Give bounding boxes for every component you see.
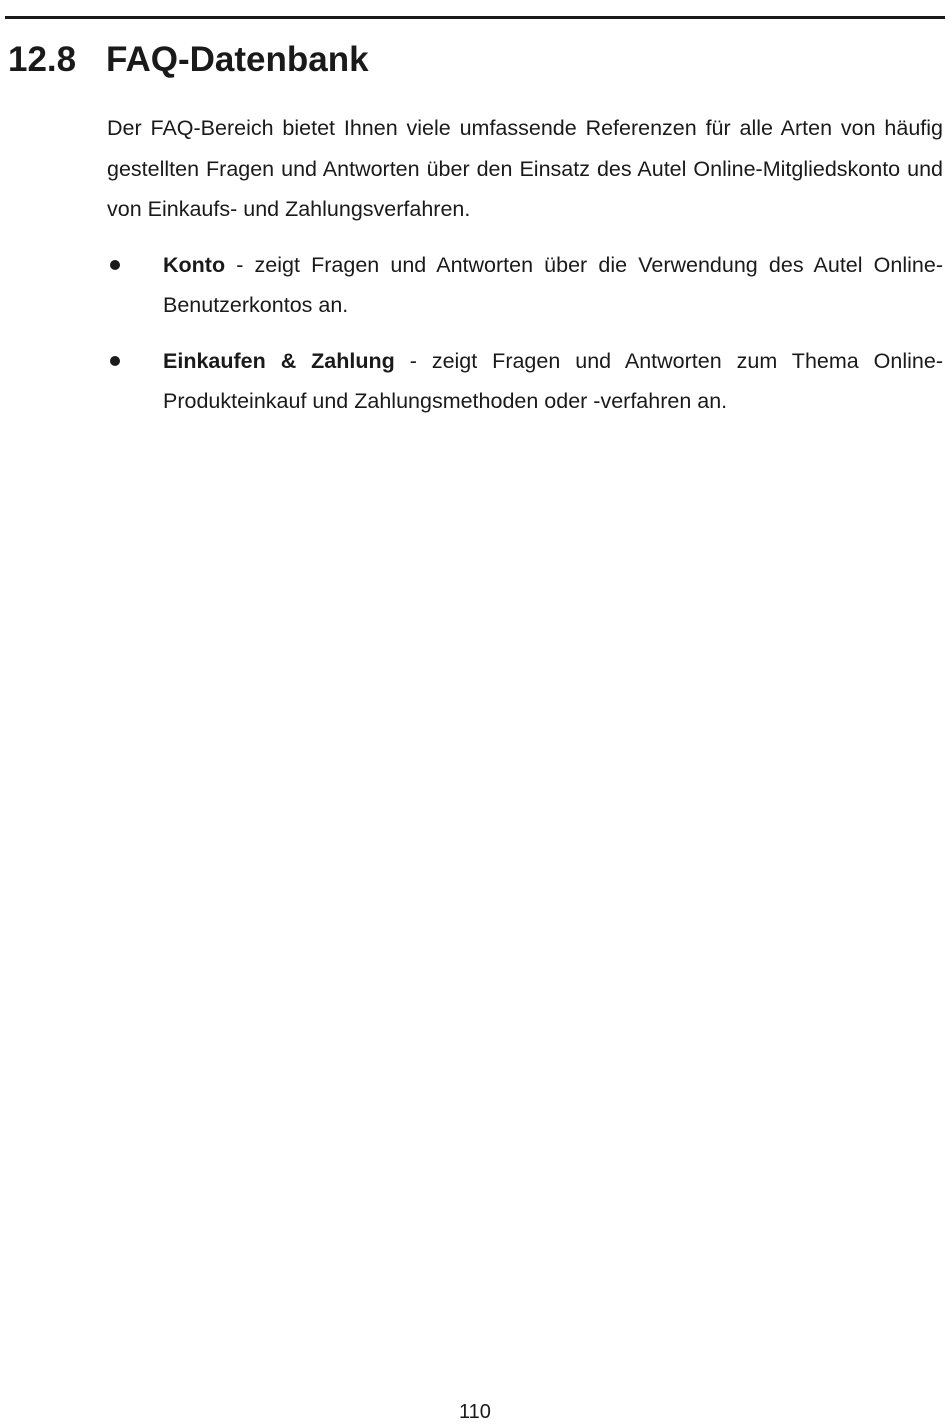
top-rule (5, 16, 945, 19)
bullet-list (107, 245, 943, 437)
bullet-item-einkaufen-zahlung (107, 341, 943, 421)
section-heading (8, 36, 369, 84)
page-number: 110 (459, 1401, 491, 1423)
bullet-text: - zeigt Fragen und Antworten zum Thema Online-Produkteinkauf und Zahlungsmethoden oder -verfahren an. (163, 349, 943, 413)
bullet-text: - zeigt Fragen und Antworten über die Verwendung des Autel Online-Benutzerkontos an. (163, 253, 943, 317)
bullet-term: Konto (163, 253, 226, 277)
bullet-item-konto (107, 245, 943, 325)
bullet-dot-icon (110, 260, 120, 270)
intro-paragraph: Der FAQ-Bereich bietet Ihnen viele umfassende Referenzen für alle Arten von häufig gestellten Fragen und Antworten über den Einsatz des Autel Online-Mitgliedskonto und von Einkaufs- und Zahlungsverfahren. (107, 116, 943, 221)
section-number: 12.8 (8, 40, 77, 79)
bullet-term: Einkaufen & Zahlung (163, 349, 395, 373)
section-title: FAQ-Datenbank (106, 40, 369, 79)
bullet-dot-icon (110, 356, 120, 366)
